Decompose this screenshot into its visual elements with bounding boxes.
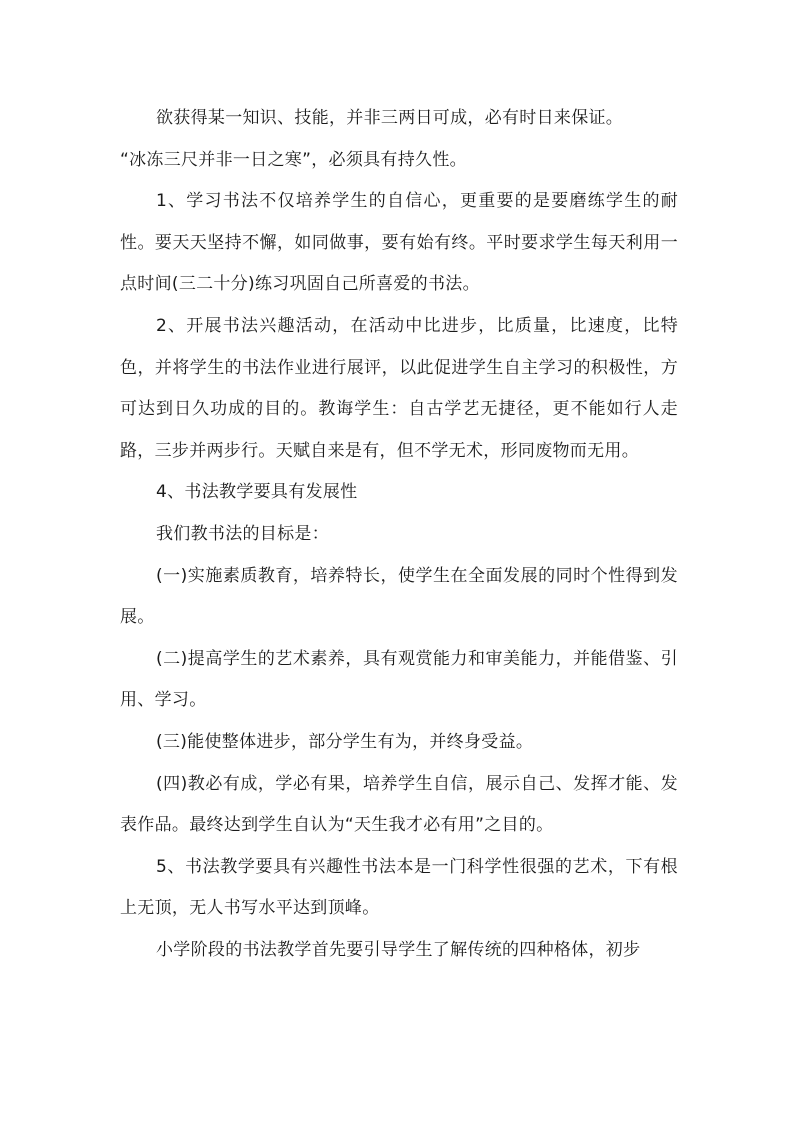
paragraph-point-1: 1、学习书法不仅培养学生的自信心，更重要的是要磨练学生的耐性。要天天坚持不懈，如同做事，要有始有终。平时要求学生每天利用一点时间(三二十分)练习巩固自己所喜爱的书法。 (120, 191, 678, 295)
document-body (120, 98, 678, 971)
goal-item-4: (四)教必有成，学必有果，培养学生自信，展示自己、发挥才能、发表作品。最终达到学生自认为“天生我才必有用”之目的。 (120, 773, 678, 836)
section-heading-4: 4、书法教学要具有发展性 (156, 482, 358, 503)
paragraph-intro: 欲获得某一知识、技能，并非三两日可成，必有时日来保证。 (156, 108, 624, 128)
goal-item-3: (三)能使整体进步，部分学生有为，并终身受益。 (156, 731, 534, 752)
paragraph-point-5: 5、书法教学要具有兴趣性书法本是一门科学性很强的艺术，下有根上无顶，无人书写水平达到顶峰。 (120, 856, 678, 919)
paragraph-primary-school: 小学阶段的书法教学首先要引导学生了解传统的四种格体，初步 (156, 939, 641, 960)
paragraph-proverb: “冰冻三尺并非一日之寒”，必须具有持久性。 (120, 149, 467, 170)
goal-item-2: (二)提高学生的艺术素养，具有观赏能力和审美能力，并能借鉴、引用、学习。 (120, 648, 678, 711)
goal-item-1: (一)实施素质教育，培养特长，使学生在全面发展的同时个性得到发展。 (120, 565, 678, 628)
paragraph-goals-intro: 我们教书法的目标是： (156, 523, 329, 544)
paragraph-point-2: 2、开展书法兴趣活动，在活动中比进步，比质量，比速度，比特色，并将学生的书法作业进行展评，以此促进学生自主学习的积极性，方可达到日久功成的目的。教诲学生：自古学艺无捷径，更不能如行人走路，三步并两步行。天赋自来是有，但不学无术，形同废物而无用。 (120, 315, 678, 461)
